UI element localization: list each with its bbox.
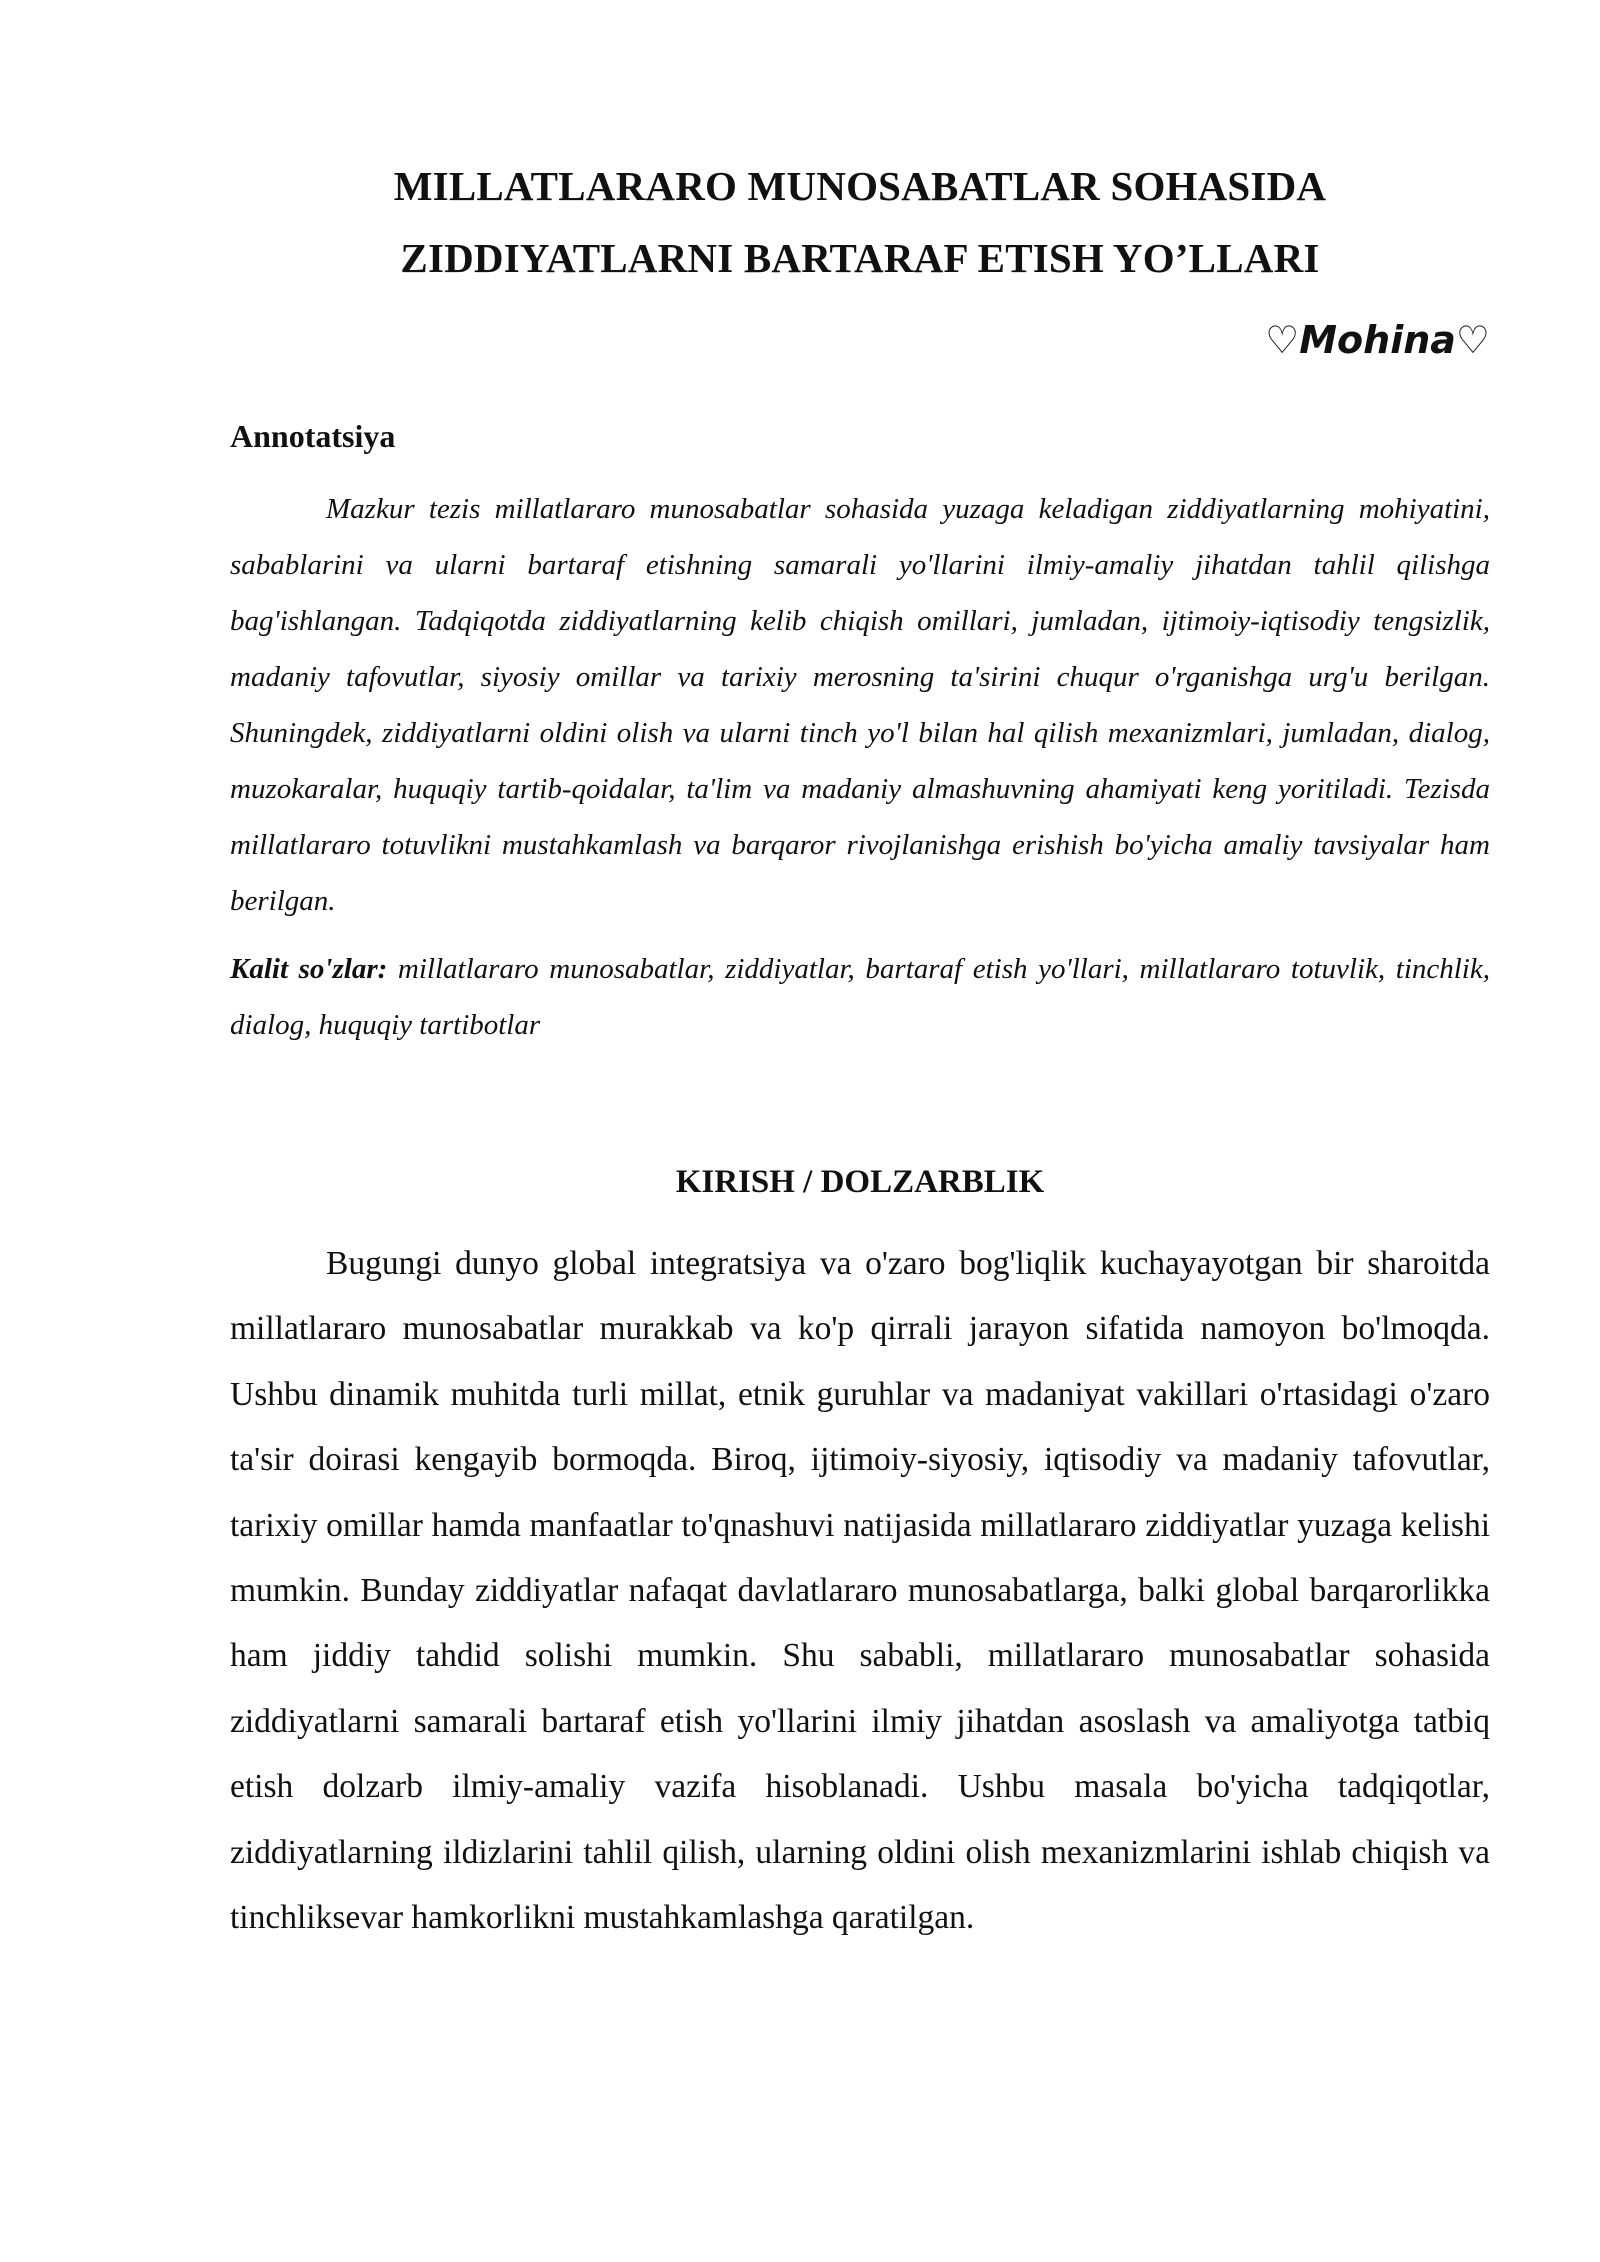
section-heading-introduction: KIRISH / DOLZARBLIK — [675, 1164, 1045, 1200]
paper-title-line-2: ZIDDIYATLARNI BARTARAF ETISH YO’LLARI — [400, 235, 1320, 281]
paper-title — [230, 150, 1490, 294]
keywords-label: Kalit so'zlar: — [230, 953, 388, 985]
annotation-heading: Annotatsiya — [230, 418, 396, 454]
author-name: ♡Mohina♡ — [1265, 318, 1490, 362]
paper-title-line-1: MILLATLARARO MUNOSABATLAR SOHASIDA — [393, 163, 1327, 209]
abstract-paragraph: Mazkur tezis millatlararo munosabatlar sohasida yuzaga keladigan ziddiyatlarning mohiyatini, sabablarini va ularni bartaraf etishning samarali yo'llarini ilmiy-amaliy jihatdan tahlil qilishga bag'ishlangan. Tadqiqotda ziddiyatlarning kelib chiqish omillari, jumladan, ijtimoiy-iqtisodiy tengsizlik, madaniy tafovutlar, siyosiy omillar va tarixiy merosning ta'sirini chuqur o'rganishga urg'u berilgan. Shuningdek, ziddiyatlarni oldini olish va ularni tinch yo'l bilan hal qilish mexanizmlari, jumladan, dialog, muzokaralar, huquqiy tartib-qoidalar, ta'lim va madaniy almashuvning ahamiyati keng yoritiladi. Tezisda millatlararo totuvlikni mustahkamlash va barqaror rivojlanishga erishish bo'yicha amaliy tavsiyalar ham berilgan. — [230, 493, 1490, 917]
keywords-list: millatlararo munosabatlar, ziddiyatlar, bartaraf etish yo'llari, millatlararo totuvlik, tinchlik, dialog, huquqiy tartibotlar — [230, 953, 1490, 1041]
intro-paragraph: Bugungi dunyo global integratsiya va o'zaro bog'liqlik kuchayayotgan bir sharoitda millatlararo munosabatlar murakkab va ko'p qirrali jarayon sifatida namoyon bo'lmoqda. Ushbu dinamik muhitda turli millat, etnik guruhlar va madaniyat vakillari o'rtasidagi o'zaro ta'sir doirasi kengayib bormoqda. Biroq, ijtimoiy-siyosiy, iqtisodiy va madaniy tafovutlar, tarixiy omillar hamda manfaatlar to'qnashuvi natijasida millatlararo ziddiyatlar yuzaga kelishi mumkin. Bunday ziddiyatlar nafaqat davlatlararo munosabatlarga, balki global barqarorlikka ham jiddiy tahdid solishi mumkin. Shu sababli, millatlararo munosabatlar sohasida ziddiyatlarni samarali bartaraf etish yo'llarini ilmiy jihatdan asoslash va amaliyotga tatbiq etish dolzarb ilmiy-amaliy vazifa hisoblanadi. Ushbu masala bo'yicha tadqiqotlar, ziddiyatlarning ildizlarini tahlil qilish, ularning oldini olish mexanizmlarini ishlab chiqish va tinchliksevar hamkorlikni mustahkamlashga qaratilgan. — [230, 1245, 1490, 1937]
keywords-paragraph — [230, 941, 1490, 1053]
